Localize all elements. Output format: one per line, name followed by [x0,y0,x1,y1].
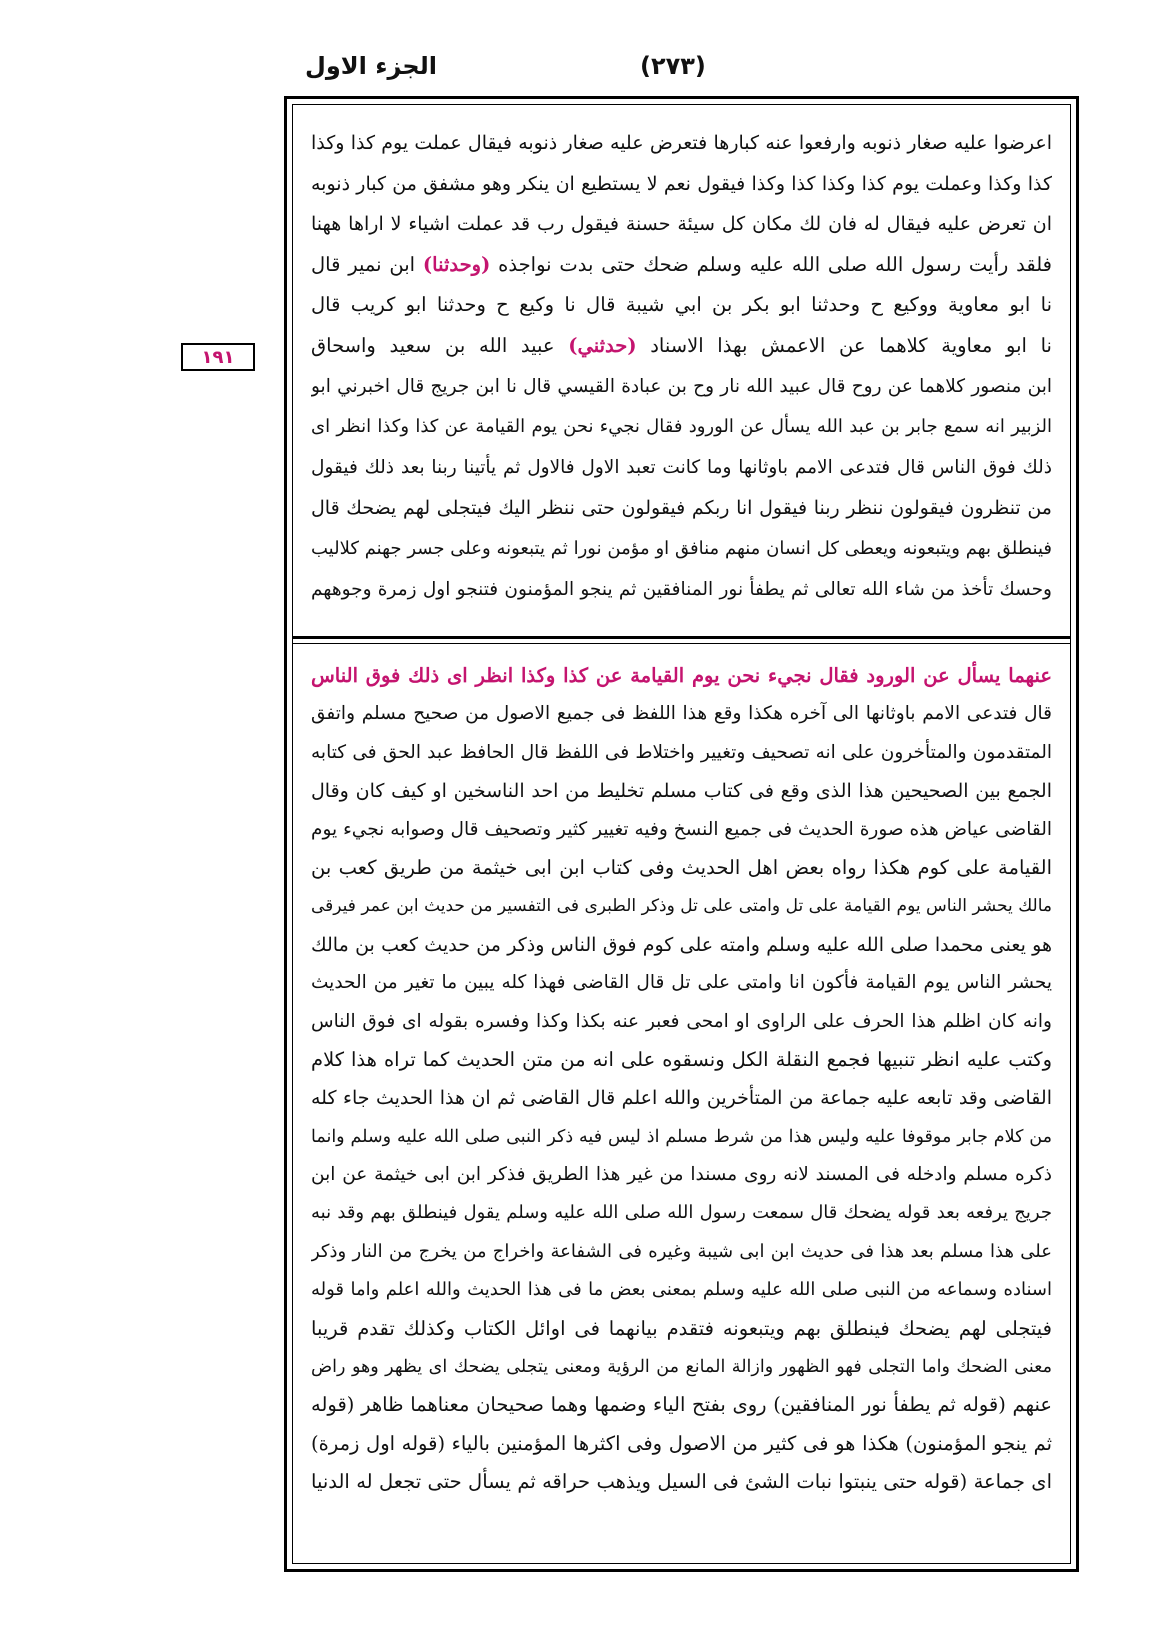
hadith-line: فلقد رأيت رسول الله صلى الله عليه وسلم ضحك حتى بدت نواجذه (وحدثنا) ابن نمير قال [311,252,1052,276]
commentary-line: القاضى عياض هذه صورة الحديث فى جميع النسخ وفيه تغيير كثير وتصحيف قال وصوابه نجيء يوم [311,818,1052,840]
hadith-line: ابن منصور كلاهما عن روح قال عبيد الله نار وح بن عبادة القيسي قال نا ابن جريج قال اخبرني ابو [311,375,1052,397]
commentary-section [311,657,1052,1557]
commentary-line: وكتب عليه انظر تنبيها فجمع النقلة الكل ونسقوه على انه من متن الحديث كما تراه هذا كلام [311,1047,1052,1071]
commentary-line: عنهما يسأل عن الورود فقال نجيء نحن يوم القيامة عن كذا وكذا انظر اى ذلك فوق الناس [311,664,1052,687]
commentary-line: من كلام جابر موقوفا عليه وليس هذا من شرط مسلم اذ ليس فيه ذكر النبى صلى الله عليه وسلم وانما [311,1126,1052,1147]
hadith-line: وحسك تأخذ من شاء الله تعالى ثم يطفأ نور المنافقين ثم ينجو المؤمنون فتنجو اول زمرة وجوههم [311,578,1052,600]
hadith-line: ان تعرض عليه فيقال له فان لك مكان كل سيئة حسنة فيقول رب قد عملت اشياء لا اراها ههنا [311,213,1052,236]
commentary-line: هو يعنى محمدا صلى الله عليه وسلم وامته على كوم فوق الناس وذكر من حديث كعب بن مالك [311,933,1052,956]
hadith-line: ذلك فوق الناس قال فتدعى الامم باوثانها وما كانت تعبد الاول فالاول ثم يأتينا ربنا بعد ذلك فيقول [311,456,1052,478]
hadith-line: من تنظرون فيقولون ننظر ربنا فيقول انا ربكم فيقولون حتى ننظر اليك فيتجلى لهم يضحك قال [311,497,1052,520]
hadith-line: نا ابو معاوية ووكيع ح وحدثنا ابو بكر بن ابي شيبة قال نا وكيع ح وحدثنا ابو كريب قال [311,293,1052,317]
page-frame [284,96,1079,1572]
page-number: (٢٧٣) [640,52,706,80]
commentary-line: القاضى وقد تابعه عليه جماعة من المتأخرين والله اعلم قال القاضى ثم ان هذا الحديث جاء كله [311,1087,1052,1110]
commentary-line: ذكره مسلم وادخله فى المسند لانه روى مسندا من غير هذا الطريق فذكر ابن ابى خيثمة عن ابن [311,1164,1052,1186]
hadith-number-box: ١٩١ [181,343,255,371]
section-divider [293,636,1070,644]
hadith-line: اعرضوا عليه صغار ذنوبه وارفعوا عنه كبارها فتعرض عليه صغار ذنوبه فيقال عملت يوم كذا وكذا [311,132,1052,154]
commentary-line: يحشر الناس يوم القيامة فأكون انا وامتى على تل قال القاضى فهذا كله يبين ما تغير من الحديث [311,972,1052,994]
commentary-line: ثم ينجو المؤمنون) هكذا هو فى كثير من الاصول وفى اكثرها المؤمنين بالياء (قوله اول زمرة) [311,1431,1052,1455]
isnad-marker: (وحدثنا) [422,252,491,276]
commentary-line: الجمع بين الصحيحين هذا الذى وقع فى كتاب مسلم تخليط من احد الناسخين او كيف كان وقال [311,780,1052,803]
commentary-line: قال فتدعى الامم باوثانها الى آخره هكذا وقع هذا اللفظ فى جميع الاصول من صحيح مسلم واتفق [311,703,1052,725]
commentary-line: فيتجلى لهم يضحك فينطلق بهم ويتبعونه فتقدم بيانهما فى اوائل الكتاب وكذلك تقدم قريبا [311,1316,1052,1340]
commentary-line: جريج يرفعه بعد قوله يضحك قال سمعت رسول الله صلى الله عليه وسلم يقول فينطلق بهم وقد نبه [311,1202,1052,1224]
hadith-line: فينطلق بهم ويتبعونه ويعطى كل انسان منهم منافق او مؤمن نورا ثم يتبعونه وعلى جسر جهنم كلاليب [311,537,1052,559]
commentary-line: عنهم (قوله ثم يطفأ نور المنافقين) روى بفتح الياء وضمها وهما صحيحان معناهما ظاهر (قوله [311,1393,1052,1417]
commentary-line: المتقدمون والمتأخرون على انه تصحيف وتغيير واختلاط فى اللفظ قال الحافظ عبد الحق فى كتابه [311,741,1052,763]
commentary-line: وانه كان اظلم هذا الحرف على الراوى او امحى فعبر عنه بكذا وكذا وفسره بقوله اى فوق الناس [311,1010,1052,1032]
hadith-line: الزبير انه سمع جابر بن عبد الله يسأل عن الورود فقال نجيء نحن يوم القيامة عن كذا وكذا انظر اى [311,416,1052,438]
commentary-line: اسناده وسماعه من النبى صلى الله عليه وسلم بمعنى بعض ما فى هذا الحديث والله اعلم واما قوله [311,1279,1052,1301]
commentary-line: معنى الضحك واما التجلى فهو الظهور وازالة المانع من الرؤية ومعنى يتجلى يضحك اى يظهر وهو راض [311,1357,1052,1378]
hadith-line: نا ابو معاوية كلاهما عن الاعمش بهذا الاسناد (حدثني) عبيد الله بن سعيد واسحاق [311,333,1052,357]
commentary-line: القيامة على كوم هكذا رواه بعض اهل الحديث وفى كتاب ابن ابى خيثمة من طريق كعب بن [311,855,1052,879]
isnad-marker: (حدثني) [568,333,637,357]
page-frame-inner [292,104,1071,1564]
commentary-line: مالك يحشر الناس يوم القيامة على تل وامتى على تل وذكر الطبرى فى التفسير من حديث ابن عمر فيرقى [311,896,1052,917]
commentary-line: اى جماعة (قوله حتى ينبتوا نبات الشئ فى السيل ويذهب حراقه ثم يسأل حتى تجعل له الدنيا [311,1470,1052,1494]
hadith-line: كذا وكذا وعملت يوم كذا وكذا كذا وكذا فيقول نعم لا يستطيع ان ينكر وهو مشفق من كبار ذنوبه [311,172,1052,195]
hadith-text-section [311,123,1052,623]
volume-title: الجزء الاول [305,52,437,80]
commentary-line: على هذا مسلم بعد هذا فى حديث ابن ابى شيبة وغيره فى الشفاعة واخراج من يخرج من النار وذكر [311,1240,1052,1262]
